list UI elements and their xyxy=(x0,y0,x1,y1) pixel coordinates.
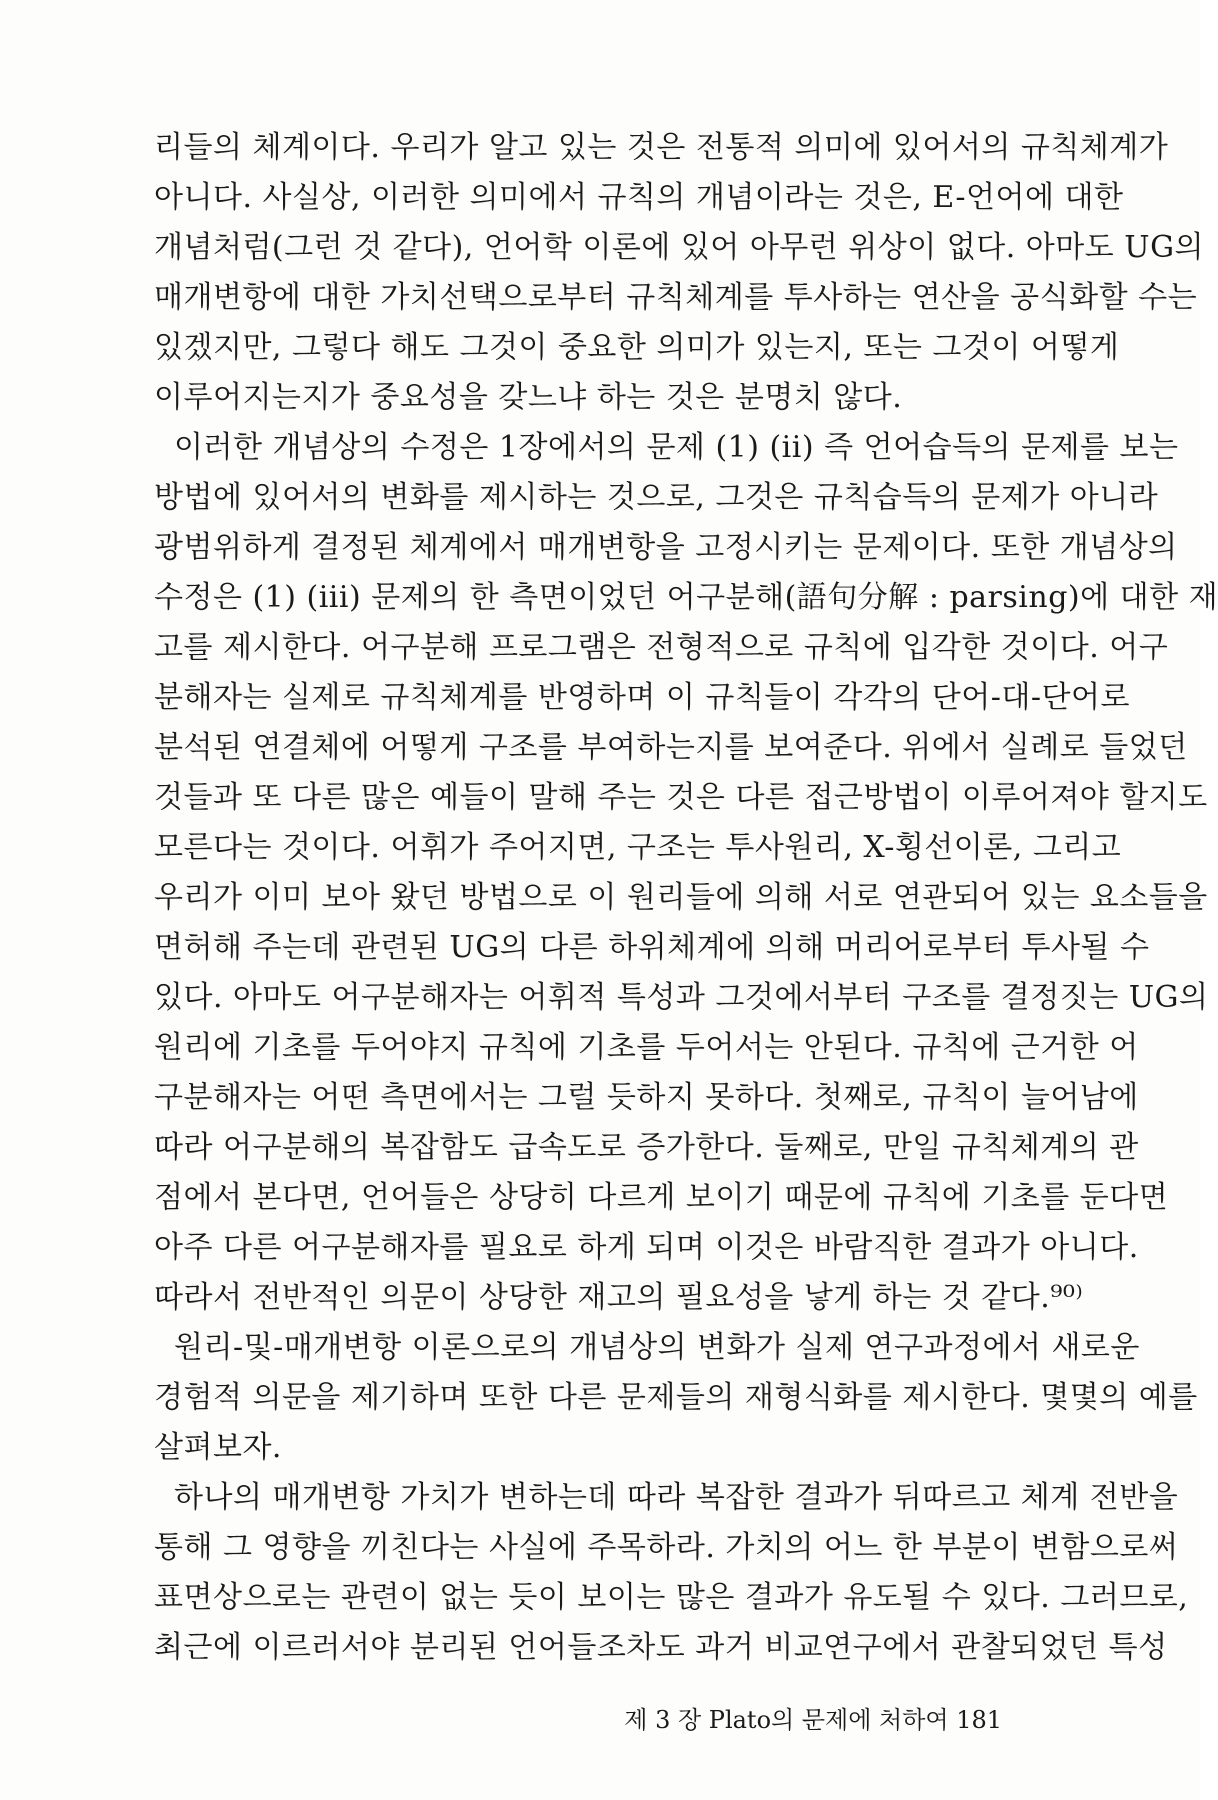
text-line: 모른다는 것이다. 어휘가 주어지면, 구조는 투사원리, X-횡선이론, 그리고 xyxy=(154,830,1122,865)
text-line: 따라서 전반적인 의문이 상당한 재고의 필요성을 낳게 하는 것 같다.⁹⁰⁾ xyxy=(154,1280,1084,1315)
text-line: 있겠지만, 그렇다 해도 그것이 중요한 의미가 있는지, 또는 그것이 어떻게 xyxy=(154,330,1120,365)
text-line: 개념처럼(그런 것 같다), 언어학 이론에 있어 아무런 위상이 없다. 아마도 UG의 xyxy=(154,230,1205,265)
text-line: 경험적 의문을 제기하며 또한 다른 문제들의 재형식화를 제시한다. 몇몇의 예를 xyxy=(154,1380,1198,1415)
text-line: 매개변항에 대한 가치선택으로부터 규칙체계를 투사하는 연산을 공식화할 수는 xyxy=(154,280,1198,315)
text-line: 최근에 이르러서야 분리된 언어들조차도 과거 비교연구에서 관찰되었던 특성 xyxy=(154,1630,1168,1665)
text-line: 수정은 (1) (iii) 문제의 한 측면이었던 어구분해(語句分解 : parsing)에 대한 재 xyxy=(154,580,1218,615)
text-line: 것들과 또 다른 많은 예들이 말해 주는 것은 다른 접근방법이 이루어져야 할지도 xyxy=(154,780,1208,815)
text-line: 표면상으로는 관련이 없는 듯이 보이는 많은 결과가 유도될 수 있다. 그러므로, xyxy=(154,1580,1189,1615)
text-line: 원리에 기초를 두어야지 규칙에 기초를 두어서는 안된다. 규칙에 근거한 어 xyxy=(154,1030,1139,1065)
body-text xyxy=(154,123,1218,1673)
text-line: 따라 어구분해의 복잡함도 급속도로 증가한다. 둘째로, 만일 규칙체계의 관 xyxy=(154,1130,1139,1165)
text-line: 구분해자는 어떤 측면에서는 그럴 듯하지 못하다. 첫째로, 규칙이 늘어남에 xyxy=(154,1080,1139,1115)
text-line: 광범위하게 결정된 체계에서 매개변항을 고정시키는 문제이다. 또한 개념상의 xyxy=(154,530,1178,565)
text-line: 살펴보자. xyxy=(154,1430,282,1465)
text-line: 고를 제시한다. 어구분해 프로그램은 전형적으로 규칙에 입각한 것이다. 어구 xyxy=(154,630,1169,665)
text-line: 면허해 주는데 관련된 UG의 다른 하위체계에 의해 머리어로부터 투사될 수 xyxy=(154,930,1150,965)
text-line: 우리가 이미 보아 왔던 방법으로 이 원리들에 의해 서로 연관되어 있는 요소들을 xyxy=(154,880,1208,915)
text-line: 점에서 본다면, 언어들은 상당히 다르게 보이기 때문에 규칙에 기초를 둔다면 xyxy=(154,1180,1169,1215)
text-line: 있다. 아마도 어구분해자는 어휘적 특성과 그것에서부터 구조를 결정짓는 UG의 xyxy=(154,980,1209,1015)
text-line: 아주 다른 어구분해자를 필요로 하게 되며 이것은 바람직한 결과가 아니다. xyxy=(154,1230,1139,1265)
text-line: 리들의 체계이다. 우리가 알고 있는 것은 전통적 의미에 있어서의 규칙체계가 xyxy=(154,130,1169,165)
paragraph-start-line: 하나의 매개변항 가치가 변하는데 따라 복잡한 결과가 뒤따르고 체계 전반을 xyxy=(174,1480,1179,1515)
text-line: 방법에 있어서의 변화를 제시하는 것으로, 그것은 규칙습득의 문제가 아니라 xyxy=(154,480,1159,515)
paragraph-start-line: 원리-및-매개변항 이론으로의 개념상의 변화가 실제 연구과정에서 새로운 xyxy=(174,1330,1140,1365)
text-line: 통해 그 영향을 끼친다는 사실에 주목하라. 가치의 어느 한 부분이 변함으로써 xyxy=(154,1530,1179,1565)
page-footer: 제 3 장 Plato의 문제에 처하여 181 xyxy=(624,1706,1002,1734)
text-line: 분해자는 실제로 규칙체계를 반영하며 이 규칙들이 각각의 단어-대-단어로 xyxy=(154,680,1130,715)
text-line: 이루어지는지가 중요성을 갖느냐 하는 것은 분명치 않다. xyxy=(154,380,903,415)
paragraph-start-line: 이러한 개념상의 수정은 1장에서의 문제 (1) (ii) 즉 언어습득의 문제를 보는 xyxy=(174,430,1179,465)
text-line: 분석된 연결체에 어떻게 구조를 부여하는지를 보여준다. 위에서 실례로 들었던 xyxy=(154,730,1188,765)
text-line: 아니다. 사실상, 이러한 의미에서 규칙의 개념이라는 것은, E-언어에 대한 xyxy=(154,180,1124,215)
